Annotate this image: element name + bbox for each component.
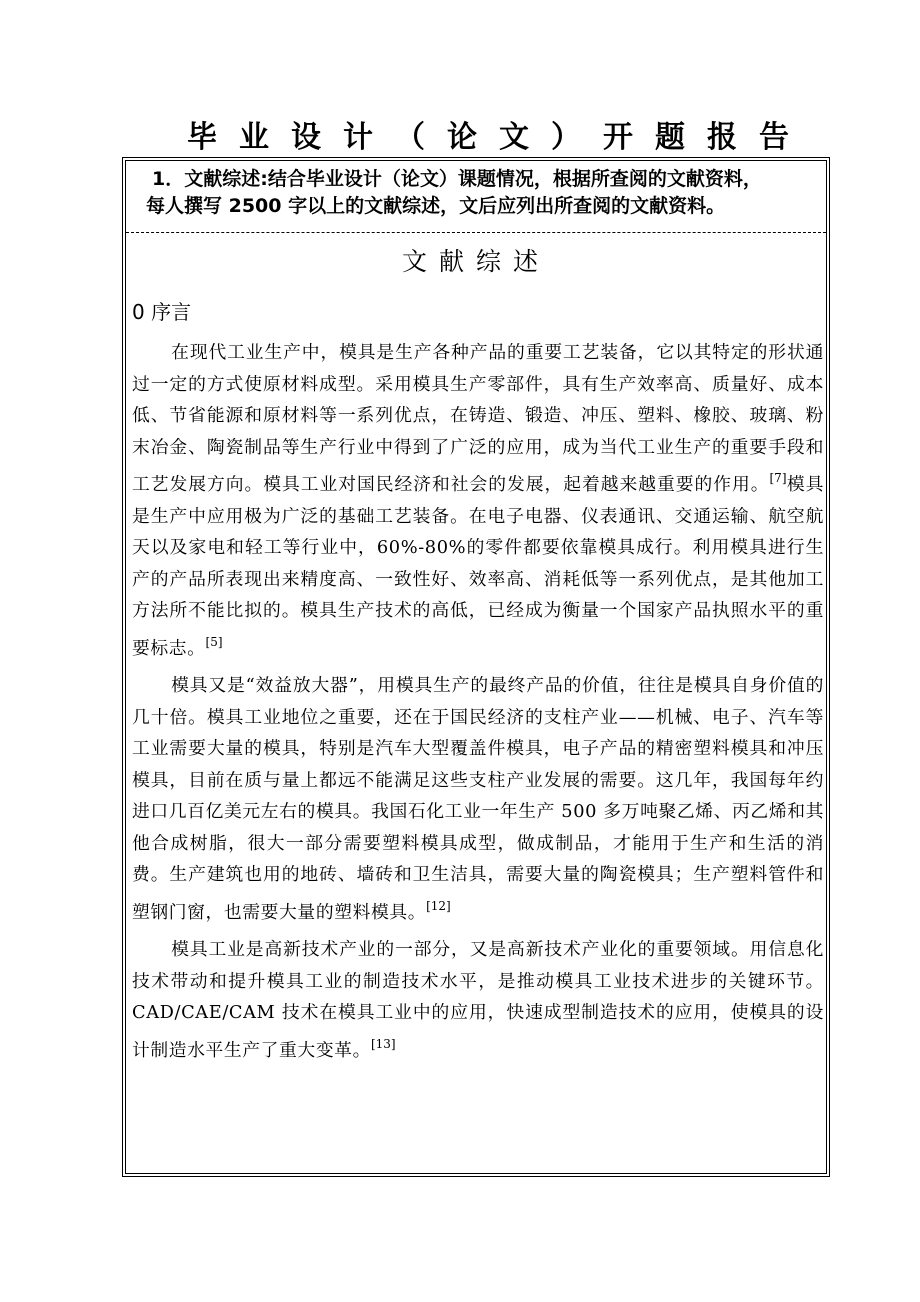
page-title: 毕业设计（论文）开题报告 bbox=[187, 120, 811, 155]
paragraph-1 bbox=[132, 337, 824, 664]
paragraph-text: 模具是生产中应用极为广泛的基础工艺装备。在电子电器、仪表通讯、交通运输、航空航天以及家电和轻工等行业中，60%-80%的零件都要依靠模具成行。利用模具进行生产的产品所表现出来精度高、一致性好、效率高、消耗低等一系列优点，是其他加工方法所不能比拟的。模具生产技术的高低，已经成为衡量一个国家产品执照水平的重要标志。 bbox=[132, 474, 824, 659]
paragraph-text: 在现代工业生产中，模具是生产各种产品的重要工艺装备，它以其特定的形状通过一定的方式使原材料成型。采用模具生产零部件，具有生产效率高、质量好、成本低、节省能源和原材料等一系列优点，在铸造、锻造、冲压、塑料、橡胶、玻璃、粉末冶金、陶瓷制品等生产行业中得到了广泛的应用，成为当代工业生产的重要手段和工艺发展方向。模具工业对国民经济和社会的发展，起着越来越重要的作用。 bbox=[132, 342, 824, 495]
instruction-line-1: 1．文献综述:结合毕业设计（论文）课题情况，根据所查阅的文献资料， bbox=[152, 168, 762, 190]
section-title: 文献综述 bbox=[401, 247, 550, 276]
paragraph-text: 模具工业是高新技术产业的一部分，又是高新技术产业化的重要领域。用信息化技术带动和提升模具工业的制造技术水平，是推动模具工业技术进步的关键环节。CAD/CAE/CAM 技术在模具工业中的应用，快速成型制造技术的应用，使模具的设计制造水平生产了重大变革。 bbox=[132, 939, 824, 1061]
paragraph-2 bbox=[132, 670, 824, 928]
citation: [13] bbox=[370, 1036, 396, 1051]
instruction-block bbox=[146, 166, 826, 220]
citation: [5] bbox=[205, 634, 223, 649]
body-text bbox=[132, 337, 824, 1072]
paragraph-3 bbox=[132, 934, 824, 1066]
citation: [12] bbox=[426, 898, 451, 913]
dashed-divider bbox=[126, 232, 826, 233]
subsection-heading: 0 序言 bbox=[132, 300, 192, 324]
paragraph-text: 模具又是“效益放大器”，用模具生产的最终产品的价值，往往是模具自身价值的几十倍。模具工业地位之重要，还在于国民经济的支柱产业——机械、电子、汽车等工业需要大量的模具，特别是汽车大型覆盖件模具，电子产品的精密塑料模具和冲压模具，目前在质与量上都远不能满足这些支柱产业发展的需要。这几年，我国每年约进口几百亿美元左右的模具。我国石化工业一年生产 500 多万吨聚乙烯、丙乙烯和其他合成树脂，很大一部分需要塑料模具成型，做成制品，才能用于生产和生活的消费。生产建筑也用的地砖、墙砖和卫生洁具，需要大量的陶瓷模具；生产塑料管件和塑钢门窗，也需要大量的塑料模具。 bbox=[132, 675, 824, 923]
instruction-line-2: 每人撰写 2500 字以上的文献综述，文后应列出所查阅的文献资料。 bbox=[146, 195, 726, 217]
citation: [7] bbox=[769, 471, 787, 485]
